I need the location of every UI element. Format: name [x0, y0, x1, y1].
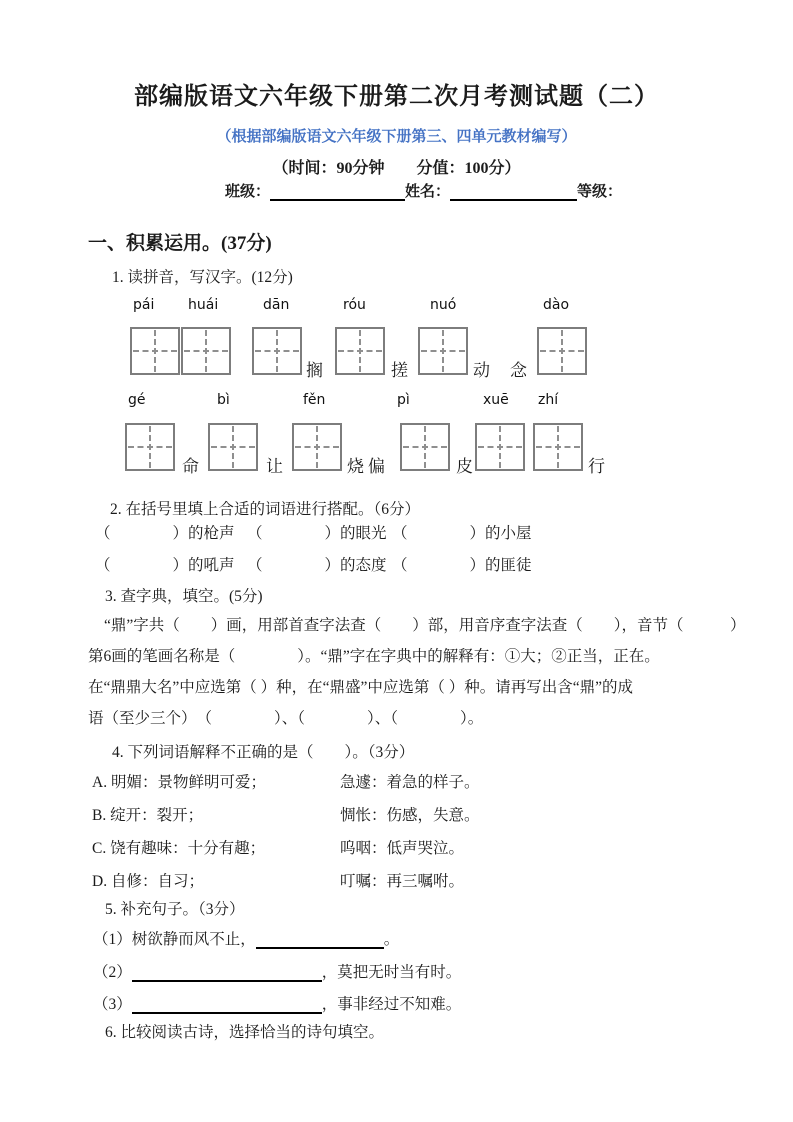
given-character: 让 — [266, 457, 283, 476]
given-character: 命 — [182, 457, 199, 476]
answer-blank — [132, 964, 322, 982]
writing-grid-box — [537, 327, 587, 375]
writing-grid-box — [181, 327, 231, 375]
writing-grid-box — [292, 423, 342, 471]
option-left: D. 自修：自习； — [92, 873, 204, 890]
answer-blank — [256, 931, 384, 949]
section-heading: 一、积累运用。(37分) — [88, 233, 272, 254]
sentence-item — [93, 960, 461, 982]
time-score-line: （时间：90分钟 分值：100分） — [272, 160, 521, 177]
pinyin-syllable: gé — [128, 392, 146, 408]
pinyin-syllable: fěn — [303, 392, 326, 408]
collocation-item: （ ）的吼声 — [95, 557, 235, 574]
sentence-prefix: （2） — [93, 964, 132, 981]
collocation-item: （ ）的匪徒 — [392, 557, 532, 574]
q1-label: 1. 读拼音，写汉字。(12分) — [112, 269, 293, 286]
collocation-item: （ ）的态度 — [247, 557, 387, 574]
given-character: 动 — [473, 361, 490, 380]
pinyin-syllable: bì — [217, 392, 230, 408]
dictionary-line: 语（至少三个） （ ）、（ ）、（ ）。 — [88, 710, 484, 727]
pinyin-syllable: nuó — [430, 297, 457, 313]
option-left: B. 绽开：裂开； — [92, 807, 204, 824]
pinyin-syllable: róu — [343, 297, 366, 313]
dictionary-line: “鼎”字共（ ）画，用部首查字法查（ ）部，用音序查字法查（ ），音节（ ） — [104, 617, 746, 634]
dictionary-line: 第6画的笔画名称是（ ）。“鼎”字在字典中的解释有：①大；②正当，正在。 — [88, 648, 660, 665]
sentence-suffix: 。 — [383, 931, 400, 948]
pinyin-syllable: dào — [543, 297, 570, 313]
answer-blank — [132, 996, 322, 1014]
collocation-item: （ ）的眼光 — [247, 525, 387, 542]
writing-grid-box — [475, 423, 525, 471]
collocation-item: （ ）的小屋 — [392, 525, 532, 542]
page-subtitle: （根据部编版语文六年级下册第三、四单元教材编写） — [216, 129, 577, 145]
option-right: 急遽：着急的样子。 — [340, 774, 480, 791]
given-character: 搓 — [391, 361, 408, 380]
option-left: C. 饶有趣味：十分有趣； — [92, 840, 266, 857]
pinyin-syllable: pì — [397, 392, 410, 408]
student-info-line — [225, 180, 622, 201]
given-character: 皮 — [456, 457, 473, 476]
writing-grid-box — [125, 423, 175, 471]
given-character: 偏 — [368, 457, 385, 476]
writing-grid-box — [335, 327, 385, 375]
name-blank — [450, 183, 577, 201]
pinyin-syllable: xuē — [483, 392, 509, 408]
sentence-suffix: ，莫把无时当有时。 — [321, 964, 462, 981]
q5-label: 5. 补充句子。（3分） — [105, 901, 245, 918]
q3-label: 3. 查字典，填空。(5分) — [105, 588, 263, 605]
sentence-item — [93, 927, 399, 949]
q4-label: 4. 下列词语解释不正确的是（ ）。（3分） — [112, 744, 415, 761]
given-character: 搁 — [306, 361, 323, 380]
sentence-item — [93, 992, 461, 1014]
writing-grid-box — [418, 327, 468, 375]
grade-label: 等级： — [577, 184, 623, 200]
writing-grid-box — [400, 423, 450, 471]
option-right: 呜咽：低声哭泣。 — [340, 840, 465, 857]
dictionary-line: 在“鼎鼎大名”中应选第（ ）种，在“鼎盛”中应选第（ ）种。请再写出含“鼎”的成 — [88, 679, 634, 696]
writing-grid-box — [208, 423, 258, 471]
given-character: 烧 — [347, 457, 364, 476]
class-blank — [270, 183, 405, 201]
sentence-prefix: （3） — [93, 996, 132, 1013]
q2-label: 2. 在括号里填上合适的词语进行搭配。（6分） — [110, 501, 421, 518]
collocation-item: （ ）的枪声 — [95, 525, 235, 542]
pinyin-syllable: zhí — [538, 392, 559, 408]
sentence-prefix: （1）树欲静而风不止， — [93, 931, 256, 948]
option-right: 惆怅：伤感，失意。 — [340, 807, 480, 824]
page-title: 部编版语文六年级下册第二次月考测试题（二） — [134, 84, 659, 110]
writing-grid-box — [252, 327, 302, 375]
pinyin-syllable: dān — [263, 297, 290, 313]
given-character: 念 — [510, 361, 527, 380]
pinyin-syllable: pái — [133, 297, 155, 313]
sentence-suffix: ，事非经过不知难。 — [321, 996, 462, 1013]
option-right: 叮嘱：再三嘱咐。 — [340, 873, 465, 890]
given-character: 行 — [588, 457, 605, 476]
writing-grid-box — [130, 327, 180, 375]
option-left: A. 明媚：景物鲜明可爱； — [92, 774, 266, 791]
q6-label: 6. 比较阅读古诗，选择恰当的诗句填空。 — [105, 1024, 385, 1041]
name-label: 姓名： — [405, 184, 451, 200]
class-label: 班级： — [225, 184, 271, 200]
writing-grid-box — [533, 423, 583, 471]
pinyin-syllable: huái — [188, 297, 219, 313]
